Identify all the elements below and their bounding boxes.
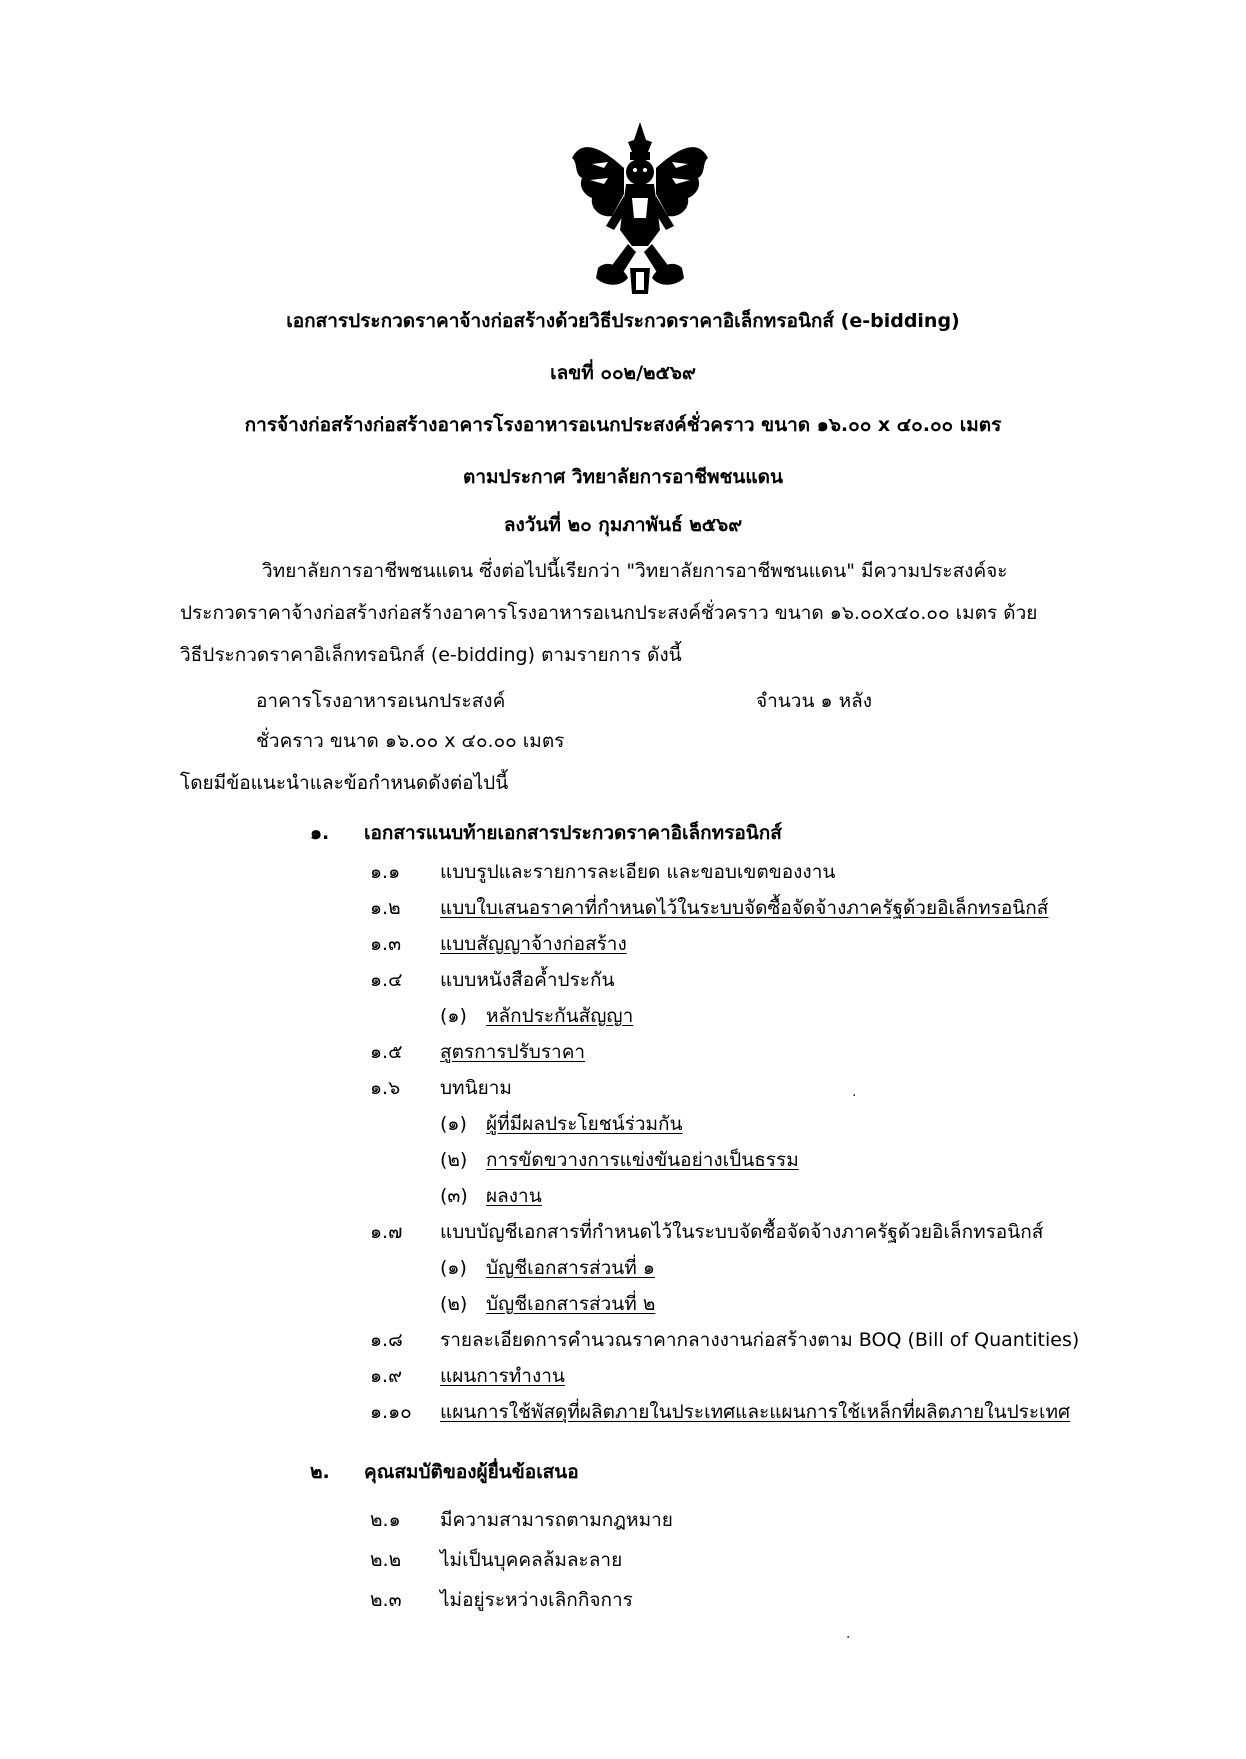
- list-item-number: ๑.๘: [370, 1329, 403, 1351]
- list-item-number: ๑.๔: [370, 969, 403, 991]
- document-number: เลขที่ ๐๐๒/๒๕๖๙: [550, 362, 696, 384]
- list-item: แบบสัญญาจ้างก่อสร้าง: [440, 933, 627, 955]
- sub-item-number: (๑): [440, 1113, 467, 1135]
- list-item: ไม่อยู่ระหว่างเลิกกิจการ: [440, 1589, 633, 1611]
- list-item: ไม่เป็นบุคคลล้มละลาย: [440, 1549, 623, 1571]
- item-name-line-1: อาคารโรงอาหารอเนกประสงค์: [256, 690, 506, 712]
- sub-item: การขัดขวางการแข่งขันอย่างเป็นธรรม: [486, 1149, 799, 1171]
- sub-item-number: (๑): [440, 1257, 467, 1279]
- scan-speck: ·: [852, 1088, 857, 1104]
- list-item-number: ๒.๓: [370, 1589, 402, 1611]
- section-2-number: ๒.: [310, 1461, 330, 1483]
- project-title: การจ้างก่อสร้างก่อสร้างอาคารโรงอาหารอเนกประสงค์ชั่วคราว ขนาด ๑๖.๐๐ x ๔๐.๐๐ เมตร: [244, 414, 1002, 436]
- list-item-number: ๒.๑: [370, 1509, 401, 1531]
- intro-line-2: ประกวดราคาจ้างก่อสร้างก่อสร้างอาคารโรงอาหารอเนกประสงค์ชั่วคราว ขนาด ๑๖.๐๐x๔๐.๐๐ เมตร ด้วย: [180, 602, 1038, 624]
- list-item: แบบหนังสือค้ำประกัน: [440, 969, 615, 991]
- sub-item-number: (๒): [440, 1149, 468, 1171]
- list-item-number: ๑.๑๐: [370, 1401, 412, 1423]
- item-quantity: จำนวน ๑ หลัง: [756, 690, 873, 712]
- list-item-number: ๑.๗: [370, 1221, 403, 1243]
- sub-item: ผู้ที่มีผลประโยชน์ร่วมกัน: [486, 1113, 683, 1135]
- section-2-title: คุณสมบัติของผู้ยื่นข้อเสนอ: [364, 1461, 579, 1483]
- scan-speck: ·: [846, 1630, 851, 1646]
- list-item-number: ๑.๕: [370, 1041, 403, 1063]
- list-item: มีความสามารถตามกฎหมาย: [440, 1509, 673, 1531]
- list-item-number: ๑.๙: [370, 1365, 403, 1387]
- sub-item-number: (๒): [440, 1293, 468, 1315]
- sub-item: บัญชีเอกสารส่วนที่ ๑: [486, 1257, 655, 1279]
- announcement-line: ตามประกาศ วิทยาลัยการอาชีพชนแดน: [463, 466, 783, 488]
- section-1-number: ๑.: [310, 822, 330, 844]
- list-item-number: ๑.๓: [370, 933, 402, 955]
- item-name-line-2: ชั่วคราว ขนาด ๑๖.๐๐ x ๔๐.๐๐ เมตร: [256, 730, 565, 752]
- sub-item-number: (๓): [440, 1185, 468, 1207]
- list-item: แบบบัญชีเอกสารที่กำหนดไว้ในระบบจัดซื้อจัดจ้างภาครัฐด้วยอิเล็กทรอนิกส์: [440, 1221, 1044, 1243]
- intro-line-3: วิธีประกวดราคาอิเล็กทรอนิกส์ (e-bidding) ตามรายการ ดังนี้: [180, 644, 682, 666]
- garuda-emblem-icon: [568, 118, 712, 298]
- sub-item: บัญชีเอกสารส่วนที่ ๒: [486, 1293, 656, 1315]
- list-item: แผนการทำงาน: [440, 1365, 565, 1387]
- list-item-number: ๑.๑: [370, 861, 401, 883]
- sub-item: หลักประกันสัญญา: [486, 1005, 634, 1027]
- sub-item: ผลงาน: [486, 1185, 542, 1207]
- guidance-line: โดยมีข้อแนะนำและข้อกำหนดดังต่อไปนี้: [180, 772, 509, 794]
- list-item-number: ๑.๖: [370, 1077, 401, 1099]
- list-item: แผนการใช้พัสดุที่ผลิตภายในประเทศและแผนการใช้เหล็กที่ผลิตภายในประเทศ: [440, 1401, 1071, 1423]
- section-1-title: เอกสารแนบท้ายเอกสารประกวดราคาอิเล็กทรอนิกส์: [364, 822, 782, 844]
- list-item: รายละเอียดการคำนวณราคากลางงานก่อสร้างตาม BOQ (Bill of Quantities): [440, 1329, 1080, 1351]
- list-item-number: ๒.๒: [370, 1549, 402, 1571]
- list-item-number: ๑.๒: [370, 897, 401, 919]
- list-item: สูตรการปรับราคา: [440, 1041, 586, 1063]
- list-item: แบบรูปและรายการละเอียด และขอบเขตของงาน: [440, 861, 836, 883]
- intro-line-1: วิทยาลัยการอาชีพชนแดน ซึ่งต่อไปนี้เรียกว่า "วิทยาลัยการอาชีพชนแดน" มีความประสงค์จะ: [262, 560, 1008, 582]
- document-title: เอกสารประกวดราคาจ้างก่อสร้างด้วยวิธีประกวดราคาอิเล็กทรอนิกส์ (e-bidding): [286, 310, 960, 332]
- list-item: แบบใบเสนอราคาที่กำหนดไว้ในระบบจัดซื้อจัดจ้างภาครัฐด้วยอิเล็กทรอนิกส์: [440, 897, 1049, 919]
- sub-item-number: (๑): [440, 1005, 467, 1027]
- list-item: บทนิยาม: [440, 1077, 512, 1099]
- announcement-date: ลงวันที่ ๒๐ กุมภาพันธ์ ๒๕๖๙: [503, 514, 743, 536]
